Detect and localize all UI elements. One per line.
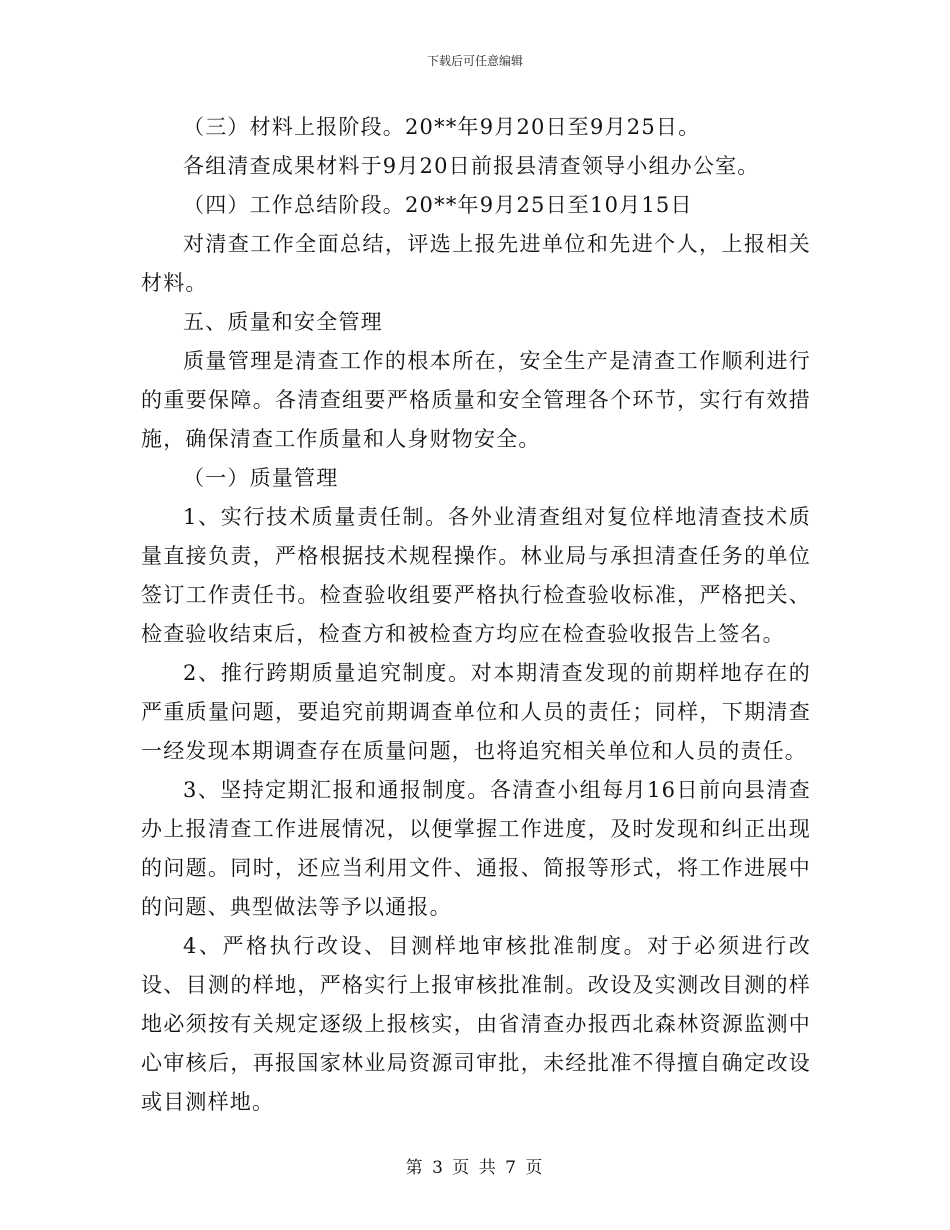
document-body	[141, 108, 811, 1122]
paragraph: （三）材料上报阶段。20**年9月20日至9月25日。	[183, 115, 701, 139]
paragraph: 对清查工作全面总结，评选上报先进单位和先进个人，上报相关材料。	[141, 232, 811, 295]
page-header: 下载后可任意编辑	[426, 54, 523, 68]
paragraph: 4、严格执行改设、目测样地审核批准制度。对于必须进行改设、目测的样地，严格实行上报审核批准制。改设及实测改目测的样地必须按有关规定逐级上报核实，由省清查办报西北森林资源监测中心审核后，再报国家林业局资源司审批，未经批准不得擅自确定改设或目测样地。	[141, 934, 811, 1114]
paragraph: （四）工作总结阶段。20**年9月25日至10月15日	[183, 193, 693, 217]
paragraph: 各组清查成果材料于9月20日前报县清查领导小组办公室。	[183, 154, 760, 178]
paragraph: 质量管理是清查工作的根本所在，安全生产是清查工作顺利进行的重要保障。各清查组要严格质量和安全管理各个环节，实行有效措施，确保清查工作质量和人身财物安全。	[141, 349, 811, 451]
paragraph: 2、推行跨期质量追究制度。对本期清查发现的前期样地存在的严重质量问题，要追究前期调查单位和人员的责任；同样，下期清查一经发现本期调查存在质量问题，也将追究相关单位和人员的责任。	[141, 661, 811, 763]
page-footer: 第 3 页 共 7 页	[405, 1158, 545, 1178]
paragraph: 1、实行技术质量责任制。各外业清查组对复位样地清查技术质量直接负责，严格根据技术规程操作。林业局与承担清查任务的单位签订工作责任书。检查验收组要严格执行检查验收标准，严格把关、检查验收结束后，检查方和被检查方均应在检查验收报告上签名。	[141, 505, 811, 646]
paragraph: 3、坚持定期汇报和通报制度。各清查小组每月16日前向县清查办上报清查工作进展情况，以便掌握工作进度，及时发现和纠正出现的问题。同时，还应当利用文件、通报、简报等形式，将工作进展中的问题、典型做法等予以通报。	[141, 778, 811, 919]
subsection-heading: （一）质量管理	[183, 466, 339, 490]
section-heading: 五、质量和安全管理	[183, 310, 383, 334]
